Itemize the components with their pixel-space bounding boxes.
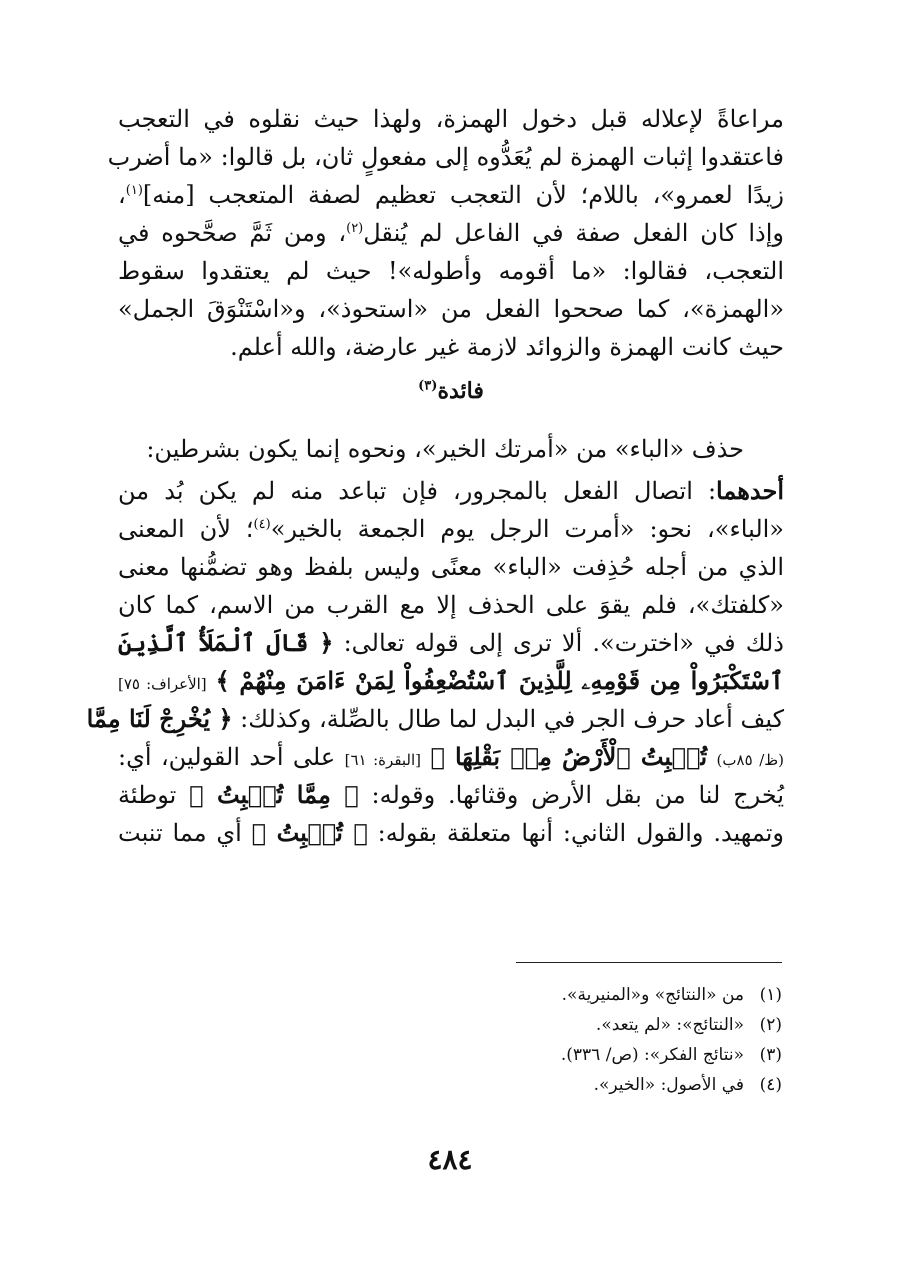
footnote — [282, 1010, 782, 1040]
footnote-text: «النتائج»: «لم يتعد». — [595, 1015, 744, 1035]
text-line — [118, 814, 784, 852]
line-text: كيف أعاد حرف الجر في البدل لما طال بالصِّلة، وكذلك: — [240, 705, 784, 733]
verse-reference: [البقرة: ٦١] — [344, 751, 422, 769]
footnote-divider — [516, 962, 782, 963]
footnote-text: من «النتائج» و«المنيرية». — [561, 985, 744, 1005]
footnote-marker: (٤) — [253, 517, 271, 532]
line-text: ، ومن ثَمَّ صحَّحوه في — [118, 219, 347, 247]
section-heading — [118, 366, 784, 416]
footnote-number: (١) — [759, 985, 782, 1005]
line-text: «الباء»، نحو: «أمرت الرجل يوم الجمعة بالخير» — [270, 515, 784, 543]
text-line — [118, 176, 784, 214]
text-line — [118, 430, 784, 468]
text-line — [118, 472, 784, 510]
text-line — [118, 776, 784, 814]
text-line — [118, 548, 784, 586]
line-text: حذف «الباء» من «أمرتك الخير»، ونحوه إنما يكون بشرطين: — [146, 435, 744, 463]
line-text: على أحد القولين، أي: — [118, 743, 336, 771]
line-text: وتمهيد. والقول الثاني: أنها متعلقة بقوله: — [377, 819, 784, 847]
text-line — [118, 624, 784, 662]
line-text: فاعتقدوا إثبات الهمزة لم يُعَدُّوه إلى مفعولٍ ثان، بل قالوا: «ما أضرب — [107, 143, 784, 171]
line-text: التعجب، فقالوا: «ما أقومه وأطوله»! حيث لم يعتقدوا سقوط — [118, 257, 784, 285]
text-line — [118, 100, 784, 138]
line-text: يُخرج لنا من بقل الأرض وقثائها. وقوله: — [371, 781, 784, 809]
line-text: زيدًا لعمرو»، باللام؛ لأن التعجب تعظيم لصفة المتعجب [منه] — [142, 181, 784, 209]
quran-verse: ﴿ تُنۢبِتُ ﴾ — [251, 818, 368, 847]
quran-verse: ﴿ قَالَ ٱلْمَلَأُ ٱلَّذِينَ — [118, 628, 334, 657]
text-line — [118, 214, 784, 252]
text-line — [118, 328, 784, 366]
line-text: الذي من أجله حُذِفت «الباء» معنًى وليس بلفظ وهو تضمُّنها معنى — [118, 553, 784, 581]
line-text: وإذا كان الفعل صفة في الفاعل لم يُنقل — [363, 219, 784, 247]
quran-verse: ٱسْتَكْبَرُواْ مِن قَوْمِهِۦ لِلَّذِينَ ٱسْتُضْعِفُواْ لِمَنْ ءَامَنَ مِنْهُمْ ﴾ — [215, 666, 784, 695]
line-text: ذلك في «اخترت». ألا ترى إلى قوله تعالى: — [343, 629, 784, 657]
quran-verse: ﴿ مِمَّا تُنۢبِتُ ﴾ — [189, 780, 359, 809]
text-line — [118, 252, 784, 290]
line-text: أي مما تنبت — [118, 819, 242, 847]
text-line — [86, 700, 784, 738]
line-text: «كلفتك»، فلم يقوَ على الحذف إلا مع القرب من الاسم، كما كان — [118, 591, 784, 619]
footnote — [282, 1040, 782, 1070]
text-line — [107, 138, 784, 176]
line-text: توطئة — [118, 781, 177, 809]
footnote-marker: (١) — [125, 183, 143, 198]
text-line — [118, 738, 784, 776]
quran-verse: ﴿ يُخْرِجْ لَنَا مِمَّا — [86, 704, 233, 733]
text-line — [118, 510, 784, 548]
text-line — [118, 586, 784, 624]
line-text: ؛ لأن المعنى — [118, 515, 254, 543]
manuscript-reference: (ظ/ ٨٥ب) — [716, 751, 784, 769]
footnote-marker: (٢) — [346, 221, 364, 236]
line-text: ، — [118, 181, 126, 209]
footnote-number: (٣) — [759, 1045, 782, 1065]
footnote-text: في الأصول: «الخير». — [593, 1075, 744, 1095]
verse-reference: [الأعراف: ٧٥] — [118, 675, 207, 693]
line-text: «الهمزة»، كما صححوا الفعل من «استحوذ»، و«اسْتَنْوَقَ الجمل» — [118, 295, 784, 323]
footnotes — [282, 980, 782, 1100]
footnote-text: «نتائج الفكر»: (ص/ ٣٣٦). — [560, 1045, 744, 1065]
line-text: : اتصال الفعل بالمجرور، فإن تباعد منه لم يكن بُد من — [118, 477, 717, 505]
condition-label: أحدهما — [716, 476, 784, 505]
footnote — [282, 1070, 782, 1100]
footnote-number: (٤) — [759, 1075, 782, 1095]
footnote-number: (٢) — [759, 1015, 782, 1035]
line-text: حيث كانت الهمزة والزوائد لازمة غير عارضة، والله أعلم. — [230, 333, 784, 361]
footnote — [282, 980, 782, 1010]
text-line — [118, 662, 784, 700]
quran-verse: تُنۢبِتُ ٱلْأَرْضُ مِنۢ بَقْلِهَا ﴾ — [430, 742, 708, 771]
main-text — [86, 100, 784, 852]
footnote-marker: (٣) — [418, 378, 438, 394]
text-line — [118, 290, 784, 328]
heading-text: فائدة — [437, 378, 484, 404]
line-text: مراعاةً لإعلاله قبل دخول الهمزة، ولهذا حيث نقلوه في التعجب — [118, 105, 784, 133]
page-number: ٤٨٤ — [427, 1143, 473, 1176]
